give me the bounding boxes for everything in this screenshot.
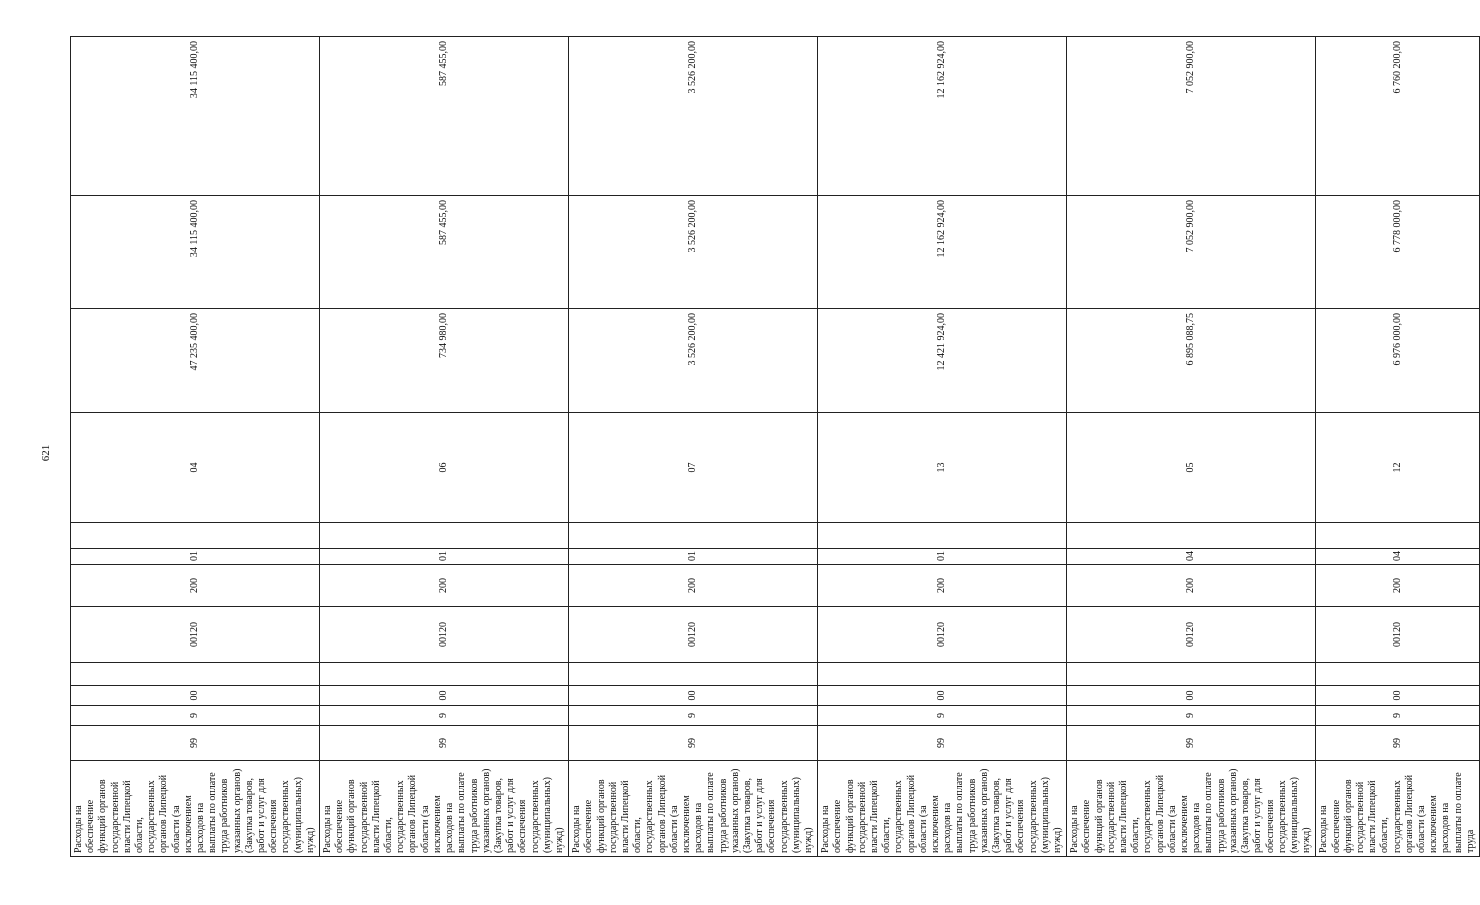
cell-sum-2022: 6 976 000,00 <box>1316 309 1480 413</box>
table-row <box>818 37 1067 857</box>
cell-osm: 00 <box>569 686 818 706</box>
empty-cell <box>320 523 569 549</box>
cell-pgp: 9 <box>320 706 569 726</box>
cell-pr: 13 <box>818 413 1067 523</box>
cell-description: Расходы на обеспечение функций органов государственной власти Липецкой области, государственных органов Липецкой области (за исключением расходов на выплаты по оплате труда работников указанных органов) (Закупка товаров, работ и услуг для обеспечения государственных (муниципальных) нужд) <box>71 761 320 857</box>
cell-pr: 05 <box>1067 413 1316 523</box>
cell-dir: 00120 <box>320 607 569 663</box>
cell-pgp: 9 <box>818 706 1067 726</box>
rotated-table-container <box>70 37 1476 857</box>
empty-cell <box>1316 663 1480 686</box>
cell-sum-2022: 47 235 400,00 <box>71 309 320 413</box>
empty-cell <box>569 663 818 686</box>
cell-pr: 07 <box>569 413 818 523</box>
cell-osm: 00 <box>818 686 1067 706</box>
cell-vr: 200 <box>71 565 320 607</box>
cell-dir: 00120 <box>1316 607 1480 663</box>
cell-pgp: 9 <box>71 706 320 726</box>
cell-description: Расходы на обеспечение функций органов государственной власти Липецкой области, государственных органов Липецкой области (за исключением расходов на выплаты по оплате труда работников указанных органов) (Закупка товаров, работ и услуг для обеспечения государственных (муниципальных) нужд) <box>818 761 1067 857</box>
cell-description: Расходы на обеспечение функций органов государственной власти Липецкой области, государственных органов Липецкой области (за исключением расходов на выплаты по оплате труда <box>1316 761 1480 857</box>
cell-sum-2024: 3 526 200,00 <box>569 37 818 196</box>
cell-rz: 01 <box>818 549 1067 565</box>
cell-pgp: 9 <box>569 706 818 726</box>
cell-sum-2023: 587 455,00 <box>320 196 569 309</box>
cell-dir: 00120 <box>1067 607 1316 663</box>
cell-rz: 04 <box>1067 549 1316 565</box>
cell-dir: 00120 <box>71 607 320 663</box>
cell-pgp: 9 <box>1316 706 1480 726</box>
cell-gp: 99 <box>71 726 320 761</box>
cell-osm: 00 <box>1067 686 1316 706</box>
cell-pr: 06 <box>320 413 569 523</box>
empty-cell <box>569 523 818 549</box>
cell-pr: 04 <box>71 413 320 523</box>
cell-osm: 00 <box>71 686 320 706</box>
empty-cell <box>71 663 320 686</box>
table-row <box>71 37 320 857</box>
cell-pgp: 9 <box>1067 706 1316 726</box>
cell-gp: 99 <box>818 726 1067 761</box>
cell-sum-2022: 734 980,00 <box>320 309 569 413</box>
cell-sum-2024: 587 455,00 <box>320 37 569 196</box>
cell-sum-2022: 6 895 088,75 <box>1067 309 1316 413</box>
cell-gp: 99 <box>569 726 818 761</box>
cell-osm: 00 <box>320 686 569 706</box>
cell-vr: 200 <box>1067 565 1316 607</box>
cell-gp: 99 <box>320 726 569 761</box>
cell-description: Расходы на обеспечение функций органов государственной власти Липецкой области, государственных органов Липецкой области (за исключением расходов на выплаты по оплате труда работников указанных органов) (Закупка товаров, работ и услуг для обеспечения государственных (муниципальных) нужд) <box>320 761 569 857</box>
empty-cell <box>818 663 1067 686</box>
cell-osm: 00 <box>1316 686 1480 706</box>
table-row <box>569 37 818 857</box>
cell-vr: 200 <box>569 565 818 607</box>
cell-vr: 200 <box>320 565 569 607</box>
cell-sum-2023: 34 115 400,00 <box>71 196 320 309</box>
cell-rz: 01 <box>569 549 818 565</box>
empty-cell <box>818 523 1067 549</box>
cell-sum-2022: 3 526 200,00 <box>569 309 818 413</box>
cell-sum-2023: 3 526 200,00 <box>569 196 818 309</box>
cell-vr: 200 <box>1316 565 1480 607</box>
cell-rz: 01 <box>71 549 320 565</box>
table-row <box>1067 37 1316 857</box>
cell-gp: 99 <box>1067 726 1316 761</box>
cell-rz: 01 <box>320 549 569 565</box>
cell-rz: 04 <box>1316 549 1480 565</box>
empty-cell <box>1067 523 1316 549</box>
cell-sum-2023: 7 052 900,00 <box>1067 196 1316 309</box>
page-number: 621 <box>40 444 52 462</box>
cell-gp: 99 <box>1316 726 1480 761</box>
cell-dir: 00120 <box>569 607 818 663</box>
cell-dir: 00120 <box>818 607 1067 663</box>
cell-sum-2023: 12 162 924,00 <box>818 196 1067 309</box>
cell-sum-2024: 6 760 200,00 <box>1316 37 1480 196</box>
cell-sum-2023: 6 778 000,00 <box>1316 196 1480 309</box>
cell-sum-2024: 7 052 900,00 <box>1067 37 1316 196</box>
cell-description: Расходы на обеспечение функций органов государственной власти Липецкой области, государственных органов Липецкой области (за исключением расходов на выплаты по оплате труда работников указанных органов) (Закупка товаров, работ и услуг для обеспечения государственных (муниципальных) нужд) <box>1067 761 1316 857</box>
cell-pr: 12 <box>1316 413 1480 523</box>
empty-cell <box>320 663 569 686</box>
empty-cell <box>71 523 320 549</box>
empty-cell <box>1067 663 1316 686</box>
cell-description: Расходы на обеспечение функций органов государственной власти Липецкой области, государственных органов Липецкой области (за исключением расходов на выплаты по оплате труда работников указанных органов) (Закупка товаров, работ и услуг для обеспечения государственных (муниципальных) нужд) <box>569 761 818 857</box>
cell-sum-2022: 12 421 924,00 <box>818 309 1067 413</box>
empty-cell <box>1316 523 1480 549</box>
cell-sum-2024: 34 115 400,00 <box>71 37 320 196</box>
budget-table <box>70 36 1480 857</box>
table-row <box>320 37 569 857</box>
cell-sum-2024: 12 162 924,00 <box>818 37 1067 196</box>
cell-vr: 200 <box>818 565 1067 607</box>
table-row <box>1316 37 1480 857</box>
